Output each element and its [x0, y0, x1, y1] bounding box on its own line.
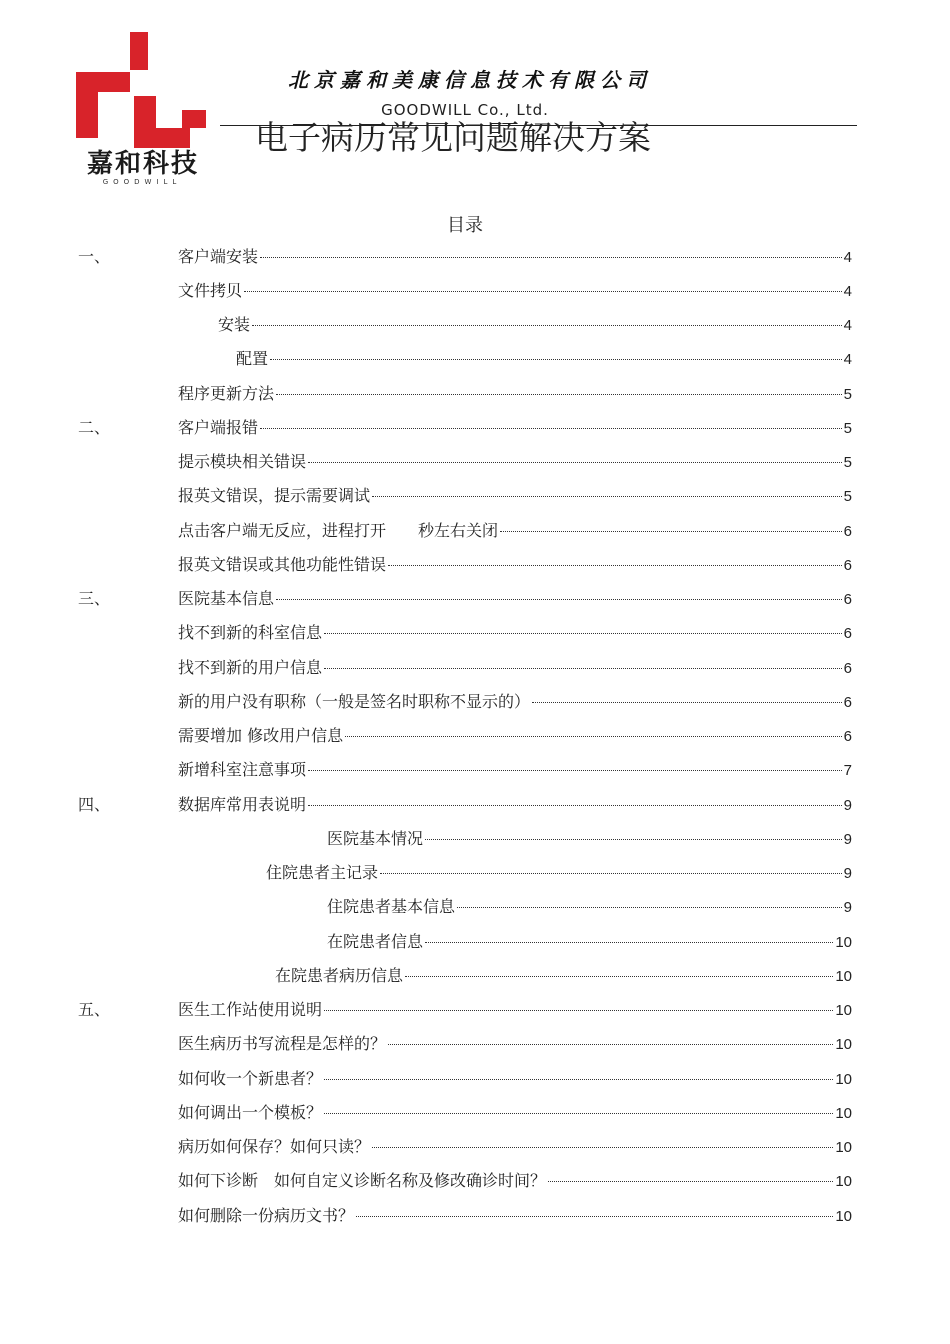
toc-entry[interactable] — [0, 786, 950, 820]
toc-page-number: 5 — [843, 454, 852, 471]
toc-page-number: 10 — [835, 1139, 852, 1156]
toc-dot-leader — [252, 325, 842, 326]
document-title: 电子病历常见问题解决方案 — [255, 118, 651, 157]
toc-dot-leader — [324, 668, 842, 669]
toc-entry-label: 需要增加 修改用户信息 — [178, 726, 344, 745]
toc-page-number: 6 — [843, 522, 852, 540]
toc-entry[interactable] — [0, 409, 950, 443]
toc-entry[interactable] — [0, 341, 950, 375]
toc-entry-label: 报英文错误，提示需要调试 — [178, 486, 371, 506]
toc-page-number: 10 — [835, 1173, 852, 1191]
toc-entry-label: 程序更新方法 — [178, 383, 275, 403]
toc-entry-label: 新的用户没有职称（一般是签名时职称不显示的） — [178, 691, 531, 711]
toc-dot-leader — [308, 805, 842, 806]
toc-page-number: 6 — [843, 659, 852, 677]
logo-text: 嘉和科技 — [86, 149, 199, 179]
toc-entry[interactable] — [0, 272, 950, 306]
toc-entry-label: 客户端安装 — [178, 246, 259, 266]
toc-entry-label: 安装 — [218, 315, 251, 334]
toc-dot-leader — [425, 839, 842, 840]
toc-entry-label: 报英文错误或其他功能性错误 — [178, 554, 387, 574]
toc-dot-leader — [260, 428, 842, 429]
toc-entry[interactable] — [0, 1094, 950, 1128]
toc-page-number: 10 — [835, 933, 852, 951]
toc-entry-label: 新增科室注意事项 — [178, 760, 307, 780]
toc-entry[interactable] — [0, 1129, 950, 1163]
toc-dot-leader — [324, 633, 842, 634]
toc-entry-label: 客户端报错 — [178, 417, 259, 437]
toc-entry-label: 住院患者基本信息 — [327, 897, 456, 917]
toc-page-number: 6 — [843, 591, 852, 608]
toc-dot-leader — [308, 462, 842, 463]
toc-dot-leader — [276, 599, 842, 600]
toc-entry[interactable] — [0, 444, 950, 478]
toc-entry-number: 五、 — [78, 1000, 111, 1019]
toc-entry[interactable] — [0, 649, 950, 683]
toc-page-number: 9 — [843, 796, 852, 814]
toc-entry[interactable] — [0, 957, 950, 991]
toc-entry-label: 病历如何保存？如何只读？ — [178, 1137, 371, 1156]
toc-dot-leader — [388, 565, 842, 566]
toc-entry-label: 提示模块相关错误 — [178, 452, 307, 471]
toc-page-number: 4 — [843, 248, 852, 266]
toc-entry-number: 一、 — [78, 246, 111, 266]
toc-dot-leader — [457, 907, 842, 908]
toc-page-number: 4 — [843, 351, 852, 369]
logo-subtext: GOODWILL — [102, 178, 182, 186]
toc-dot-leader — [405, 976, 833, 977]
toc-dot-leader — [548, 1181, 833, 1182]
toc-page-number: 10 — [835, 1207, 852, 1225]
toc-entry[interactable] — [0, 752, 950, 786]
toc-page-number: 6 — [843, 693, 852, 711]
toc-entry-label: 配置 — [236, 349, 269, 369]
toc-entry[interactable] — [0, 820, 950, 854]
toc-entry-label: 如何删除一份病历文书？ — [178, 1205, 355, 1225]
toc-entry-label: 住院患者主记录 — [266, 863, 379, 882]
toc-page-number: 10 — [835, 1002, 852, 1019]
toc-entry-label: 找不到新的用户信息 — [178, 657, 323, 677]
toc-entry[interactable] — [0, 718, 950, 752]
toc-entry[interactable] — [0, 615, 950, 649]
toc-page-number: 9 — [843, 830, 852, 848]
toc-entry[interactable] — [0, 1026, 950, 1060]
toc-entry-label: 医生工作站使用说明 — [178, 1000, 323, 1019]
toc-page-number: 4 — [843, 317, 852, 334]
toc-page-number: 6 — [843, 556, 852, 574]
toc-heading: 目录 — [447, 215, 483, 236]
toc-dot-leader — [380, 873, 842, 874]
toc-dot-leader — [356, 1216, 833, 1217]
toc-entry[interactable] — [0, 238, 950, 272]
toc-entry-label: 医院基本信息 — [178, 589, 275, 608]
toc-dot-leader — [324, 1079, 833, 1080]
toc-dot-leader — [345, 736, 842, 737]
toc-entry[interactable] — [0, 546, 950, 580]
toc-page-number: 10 — [835, 967, 852, 985]
toc-entry[interactable] — [0, 375, 950, 409]
toc-page-number: 6 — [843, 625, 852, 643]
toc-dot-leader — [425, 942, 833, 943]
company-name-cn: 北京嘉和美康信息技术有限公司 — [288, 68, 652, 92]
toc-entry[interactable] — [0, 1163, 950, 1197]
toc-entry-label: 医院基本情况 — [327, 828, 424, 848]
toc-entry[interactable] — [0, 855, 950, 889]
toc-entry-label: 数据库常用表说明 — [178, 794, 307, 814]
toc-entry[interactable] — [0, 1060, 950, 1094]
toc-dot-leader — [260, 257, 842, 258]
toc-dot-leader — [324, 1113, 833, 1114]
toc-page-number: 10 — [835, 1104, 852, 1122]
toc-page-number: 6 — [843, 728, 852, 745]
toc-entry[interactable] — [0, 581, 950, 615]
toc-page-number: 10 — [835, 1036, 852, 1054]
toc-entry-label: 医生病历书写流程是怎样的？ — [178, 1034, 387, 1054]
toc-page-number: 9 — [843, 899, 852, 917]
toc-entry-label: 在院患者信息 — [327, 931, 424, 951]
toc-page-number: 7 — [843, 762, 852, 780]
toc-dot-leader — [308, 770, 842, 771]
toc-dot-leader — [244, 291, 842, 292]
toc-entry[interactable] — [0, 478, 950, 512]
toc-entry-number: 二、 — [78, 417, 111, 437]
toc-entry[interactable] — [0, 992, 950, 1026]
toc-entry[interactable] — [0, 1197, 950, 1231]
toc-dot-leader — [324, 1010, 833, 1011]
toc-dot-leader — [372, 496, 842, 497]
toc-entry-number: 三、 — [78, 589, 111, 608]
toc-entry-label: 找不到新的科室信息 — [178, 623, 323, 643]
toc-entry[interactable] — [0, 683, 950, 717]
toc-dot-leader — [276, 394, 842, 395]
toc-dot-leader — [270, 359, 842, 360]
toc-page-number: 10 — [835, 1070, 852, 1088]
toc-page-number: 4 — [843, 282, 852, 300]
company-name-en: GOODWILL Co., Ltd. — [381, 101, 549, 119]
toc-entry-label: 点击客户端无反应，进程打开 秒左右关闭 — [178, 520, 499, 540]
toc-entry-label: 如何收一个新患者？ — [178, 1068, 323, 1088]
toc-dot-leader — [388, 1044, 833, 1045]
toc-entry-number: 四、 — [78, 794, 111, 814]
toc-entry[interactable] — [0, 889, 950, 923]
toc-entry-label: 文件拷贝 — [178, 280, 243, 300]
toc-entry[interactable] — [0, 923, 950, 957]
toc-page-number: 5 — [843, 385, 852, 403]
toc-entry-label: 如何调出一个模板？ — [178, 1102, 323, 1122]
toc-entry[interactable] — [0, 512, 950, 546]
toc-dot-leader — [500, 531, 842, 532]
toc-page-number: 9 — [843, 865, 852, 882]
toc-page-number: 5 — [843, 419, 852, 437]
toc-entry-label: 如何下诊断 如何自定义诊断名称及修改确诊时间？ — [178, 1171, 547, 1191]
toc-dot-leader — [532, 702, 842, 703]
toc-dot-leader — [372, 1147, 833, 1148]
toc-entry[interactable] — [0, 307, 950, 341]
toc-entry-label: 在院患者病历信息 — [275, 965, 404, 985]
toc-page-number: 5 — [843, 488, 852, 506]
